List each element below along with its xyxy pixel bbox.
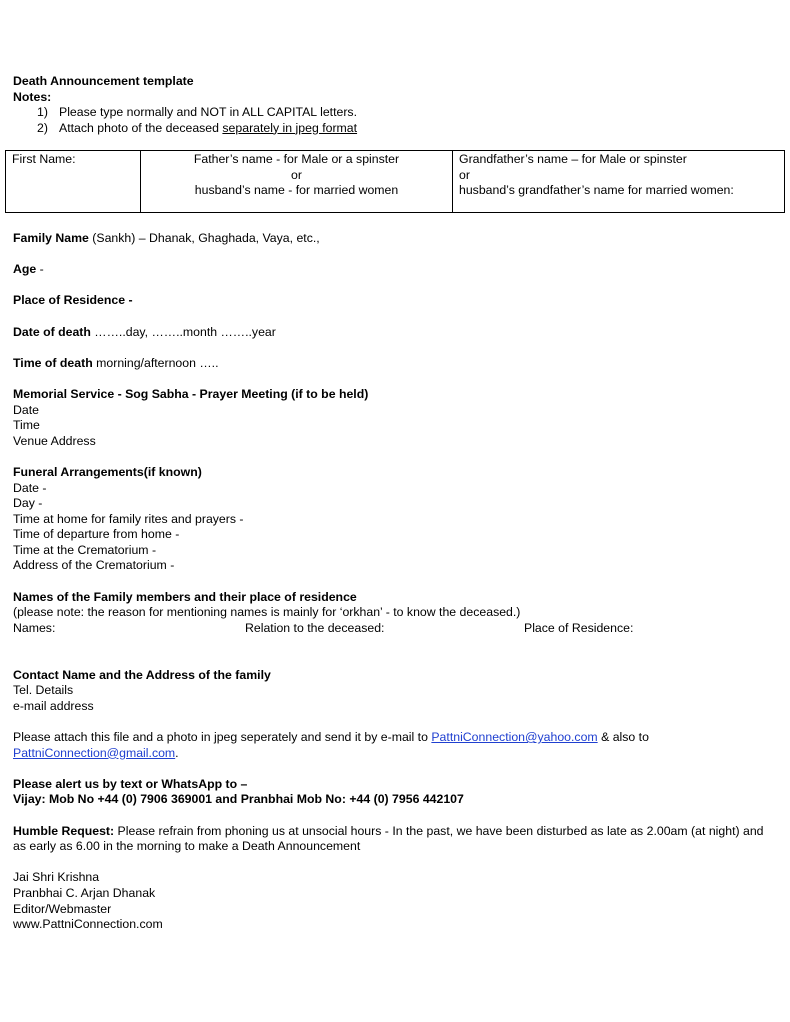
funeral-departure: Time of departure from home -: [13, 527, 180, 542]
document-header: [13, 74, 783, 136]
family-name-field: Family Name (Sankh) – Dhanak, Ghaghada, Vaya, etc.,: [13, 231, 320, 245]
family-members-note: (please note: the reason for mentioning names is mainly for ‘orkhan’ - to know the deceased.): [13, 605, 521, 620]
funeral-heading: Funeral Arrangements(if known): [13, 464, 202, 479]
age-field: Age -: [13, 262, 44, 277]
column-relation: Relation to the deceased:: [245, 620, 385, 635]
funeral-crematorium-time: Time at the Crematorium -: [13, 542, 157, 557]
signature-role: Editor/Webmaster: [13, 901, 112, 916]
signature-website: www.PattniConnection.com: [13, 917, 163, 932]
note-item: 2) Attach photo of the deceased separately in jpeg format: [37, 120, 358, 135]
first-name-cell[interactable]: First Name:: [6, 151, 141, 213]
notes-label: Notes:: [13, 89, 52, 104]
memorial-venue: Venue Address: [13, 433, 96, 448]
signature-greeting: Jai Shri Krishna: [13, 870, 100, 885]
funeral-day: Day -: [13, 496, 43, 511]
note-item: 1) Please type normally and NOT in ALL CAPITAL letters.: [37, 105, 357, 120]
funeral-crematorium-address: Address of the Crematorium -: [13, 558, 175, 573]
grandfather-name-cell[interactable]: Grandfather’s name – for Male or spinster or husband’s grandfather’s name for married women:: [453, 151, 785, 213]
document-title: Death Announcement template: [13, 74, 194, 88]
funeral-date: Date -: [13, 480, 47, 495]
name-table: [5, 150, 785, 213]
residence-field: Place of Residence -: [13, 293, 133, 308]
date-of-death-field: Date of death ……..day, ……..month ……..year: [13, 324, 276, 339]
signature-name: Pranbhai C. Arjan Dhanak: [13, 885, 156, 900]
notes-list: [13, 105, 783, 136]
contact-tel: Tel. Details: [13, 683, 74, 698]
column-names: Names:: [13, 620, 56, 635]
time-of-death-field: Time of death morning/afternoon …..: [13, 355, 219, 370]
funeral-home-time: Time at home for family rites and prayers -: [13, 511, 244, 526]
father-name-cell[interactable]: Father’s name - for Male or a spinster or husband’s name - for married women: [141, 151, 453, 213]
document-body: [13, 231, 783, 933]
family-members-columns: [13, 621, 783, 637]
contact-heading: Contact Name and the Address of the family: [13, 667, 271, 682]
alert-line-2: Vijay: Mob No +44 (0) 7906 369001 and Pranbhai Mob No: +44 (0) 7956 442107: [13, 792, 464, 807]
column-place: Place of Residence:: [524, 620, 634, 635]
yahoo-email-link[interactable]: PattniConnection@yahoo.com: [431, 730, 598, 744]
gmail-email-link[interactable]: PattniConnection@gmail.com: [13, 745, 176, 760]
humble-request: Humble Request: Please refrain from phoning us at unsocial hours - In the past, we have been disturbed as late as 2.00am (at night) and as early as 6.00 in the morning to make a Death Announcement: [13, 823, 764, 854]
alert-line-1: Please alert us by text or WhatsApp to –: [13, 776, 248, 791]
family-members-heading: Names of the Family members and their place of residence: [13, 589, 357, 604]
memorial-time: Time: [13, 418, 40, 433]
memorial-date: Date: [13, 402, 39, 417]
send-instructions: Please attach this file and a photo in jpeg seperately and send it by e-mail to PattniConnection@yahoo.com & also to PattniConnection@gmail.com.: [13, 730, 649, 760]
contact-email: e-mail address: [13, 698, 94, 713]
memorial-heading: Memorial Service - Sog Sabha - Prayer Meeting (if to be held): [13, 386, 369, 401]
